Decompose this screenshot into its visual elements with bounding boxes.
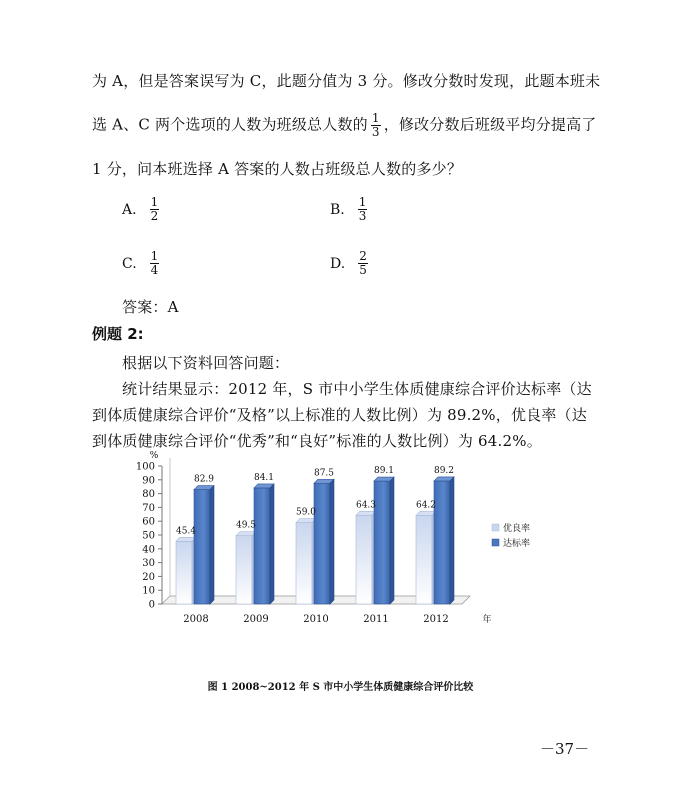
option-d-label: D.	[330, 255, 346, 272]
bar-side	[450, 477, 454, 604]
answer-text: 答案：A	[122, 298, 179, 316]
option-d	[330, 250, 371, 277]
bar-side	[210, 486, 214, 604]
question-text-line-1: 为 A，但是答案误写为 C，此题分值为 3 分。修改分数时发现，此题本班未	[92, 72, 601, 90]
y-axis-unit: %	[149, 451, 159, 461]
y-tick-label: 60	[142, 516, 155, 528]
stat-text-line-3: 到体质健康综合评价“优秀”和“良好”标准的人数比例）为 64.2%。	[92, 432, 542, 450]
x-axis-unit: 年	[482, 615, 492, 625]
y-tick-label: 10	[142, 585, 155, 597]
bar-excellent-rate	[236, 536, 252, 604]
bar-side	[330, 479, 334, 604]
stat-text-line-1: 统计结果显示：2012 年，S 市中小学生体质健康综合评价达标率（达	[122, 380, 592, 398]
option-c	[122, 250, 162, 277]
bar-pass-rate	[314, 483, 330, 604]
chart-bars	[176, 474, 454, 604]
question-text-line-3: 1 分，问本班选择 A 答案的人数占班级总人数的多少？	[92, 160, 463, 178]
option-b-label: B.	[330, 201, 345, 218]
option-a-denominator: 2	[150, 209, 159, 223]
bar-excellent-rate	[416, 515, 432, 604]
question-text-line-2-before: 选 A、C 两个选项的人数为班级总人数的	[92, 115, 368, 134]
option-b-denominator: 3	[358, 209, 367, 223]
intro-text: 根据以下资料回答问题：	[122, 354, 290, 372]
option-c-fraction	[150, 250, 160, 277]
y-tick-label: 20	[142, 571, 155, 583]
y-tick-label: 30	[142, 558, 155, 570]
option-a	[122, 196, 162, 223]
data-label: 89.1	[373, 466, 395, 477]
bar-excellent-rate	[176, 541, 192, 604]
option-c-label: C.	[122, 255, 137, 272]
example-heading: 例题 2:	[92, 325, 144, 343]
fraction-numerator: 1	[371, 111, 380, 125]
y-tick-label: 0	[148, 599, 155, 611]
option-d-fraction	[358, 250, 368, 277]
option-d-numerator: 2	[359, 249, 367, 263]
data-label: 89.2	[433, 465, 455, 476]
legend-swatch	[492, 524, 499, 531]
option-b	[330, 196, 370, 223]
legend-label: 达标率	[503, 539, 531, 549]
data-label: 64.3	[355, 500, 377, 511]
option-b-fraction	[358, 196, 368, 223]
bar-pass-rate	[374, 481, 390, 604]
page-number: －37－	[540, 740, 590, 758]
data-label: 84.1	[253, 472, 275, 483]
x-tick-label: 2010	[303, 614, 329, 625]
bar-side	[390, 477, 394, 604]
data-label: 87.5	[313, 468, 335, 479]
option-b-numerator: 1	[358, 195, 367, 209]
option-a-label: A.	[122, 201, 137, 218]
data-label: 49.5	[235, 520, 257, 531]
data-label: 45.4	[175, 526, 197, 537]
y-tick-label: 80	[142, 489, 155, 501]
bar-pass-rate	[254, 488, 270, 604]
bar-chart	[120, 450, 560, 635]
option-d-denominator: 5	[359, 263, 367, 277]
bar-side	[270, 484, 274, 604]
question-text-line-2	[92, 112, 597, 139]
legend-label: 优良率	[503, 524, 531, 534]
y-tick-label: 50	[142, 530, 155, 542]
x-tick-label: 2009	[243, 614, 269, 625]
y-tick-label: 90	[142, 475, 155, 487]
bar-pass-rate	[434, 481, 450, 604]
fraction-denominator: 3	[371, 125, 380, 139]
option-a-numerator: 1	[150, 195, 159, 209]
x-tick-label: 2011	[363, 614, 389, 625]
bar-excellent-rate	[356, 515, 372, 604]
option-a-fraction	[150, 196, 160, 223]
data-label: 64.2	[415, 500, 437, 511]
question-text-line-2-after: ，修改分数后班级平均分提高了	[383, 115, 597, 134]
option-c-numerator: 1	[150, 249, 159, 263]
data-label: 82.9	[193, 474, 215, 485]
y-tick-label: 100	[135, 461, 155, 473]
x-tick-label: 2012	[423, 614, 449, 625]
legend-swatch	[492, 539, 499, 546]
x-tick-label: 2008	[183, 614, 209, 625]
stat-text-line-2: 到体质健康综合评价“及格”以上标准的人数比例）为 89.2%，优良率（达	[92, 406, 587, 424]
y-tick-label: 40	[142, 544, 155, 556]
bar-excellent-rate	[296, 523, 312, 604]
bar-pass-rate	[194, 490, 210, 604]
fraction-one-third	[371, 112, 381, 139]
figure-caption: 图 1 2008~2012 年 S 市中小学生体质健康综合评价比较	[207, 682, 474, 693]
y-tick-label: 70	[142, 502, 155, 514]
data-label: 59.0	[295, 507, 317, 518]
option-c-denominator: 4	[150, 263, 159, 277]
chart-legend	[492, 522, 530, 549]
